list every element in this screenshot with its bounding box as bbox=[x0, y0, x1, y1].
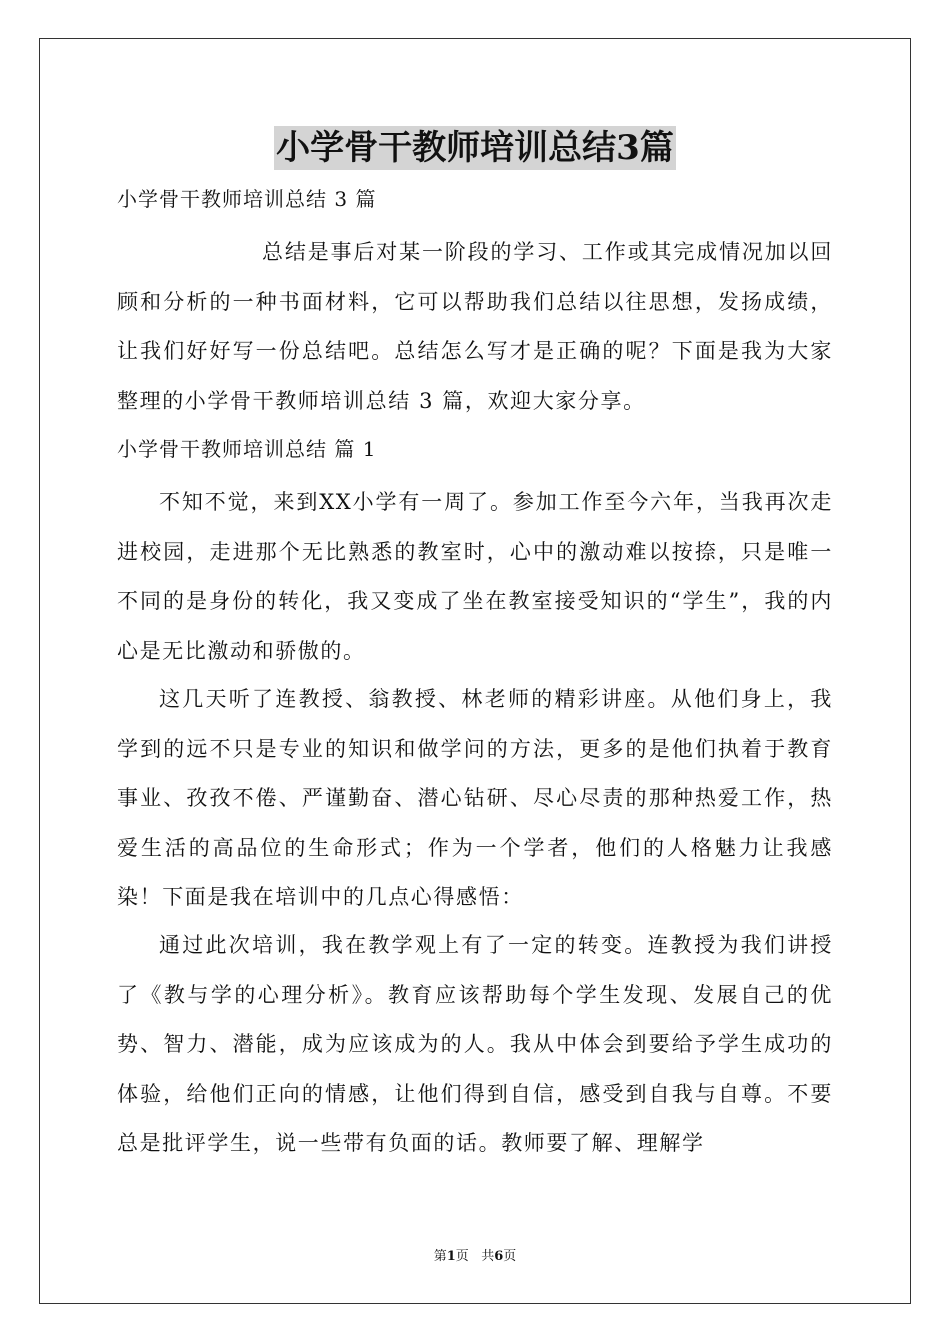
body-paragraph-3: 通过此次培训，我在教学观上有了一定的转变。连教授为我们讲授了《教与学的心理分析》。教育应该帮助每个学生发现、发展自己的优势、智力、潜能，成为应该成为的人。我从中体会到要给予学生成功的体验，给他们正向的情感，让他们得到自信，感受到自我与自尊。不要总是批评学生，说一些带有负面的话。教师要了解、理解学 bbox=[117, 933, 833, 1155]
footer-prefix: 第 bbox=[433, 1249, 447, 1264]
document-title: 小学骨干教师培训总结3篇 bbox=[276, 128, 674, 168]
document-subtitle: 小学骨干教师培训总结 3 篇 bbox=[117, 187, 377, 211]
body-paragraph-1: 不知不觉，来到XX小学有一周了。参加工作至今六年，当我再次走进校园，走进那个无比熟悉的教室时，心中的激动难以按捺，只是唯一不同的是身份的转化，我又变成了坐在教室接受知识的“学生”，我的内心是无比激动和骄傲的。 bbox=[117, 490, 833, 663]
footer-total-suffix: 页 bbox=[503, 1249, 517, 1264]
document-title-container bbox=[0, 126, 950, 170]
footer-total-pages: 6 bbox=[494, 1249, 504, 1264]
footer-total-prefix: 共 bbox=[481, 1249, 495, 1264]
body-paragraph-2: 这几天听了连教授、翁教授、林老师的精彩讲座。从他们身上，我学到的远不只是专业的知识和做学问的方法，更多的是他们执着于教育事业、孜孜不倦、严谨勤奋、潜心钻研、尽心尽责的那种热爱工作，热爱生活的高品位的生命形式；作为一个学者，他们的人格魅力让我感染！下面是我在培训中的几点心得感悟： bbox=[117, 687, 833, 909]
footer-page-suffix: 页 bbox=[455, 1249, 469, 1264]
footer-current-page: 1 bbox=[446, 1249, 456, 1264]
intro-paragraph: 总结是事后对某一阶段的学习、工作或其完成情况加以回顾和分析的一种书面材料，它可以帮助我们总结以往思想，发扬成绩，让我们好好写一份总结吧。总结怎么写才是正确的呢？下面是我为大家整理的小学骨干教师培训总结 3 篇，欢迎大家分享。 bbox=[117, 240, 833, 413]
section-heading: 小学骨干教师培训总结 篇 1 bbox=[117, 437, 377, 461]
page-footer bbox=[0, 1248, 950, 1266]
